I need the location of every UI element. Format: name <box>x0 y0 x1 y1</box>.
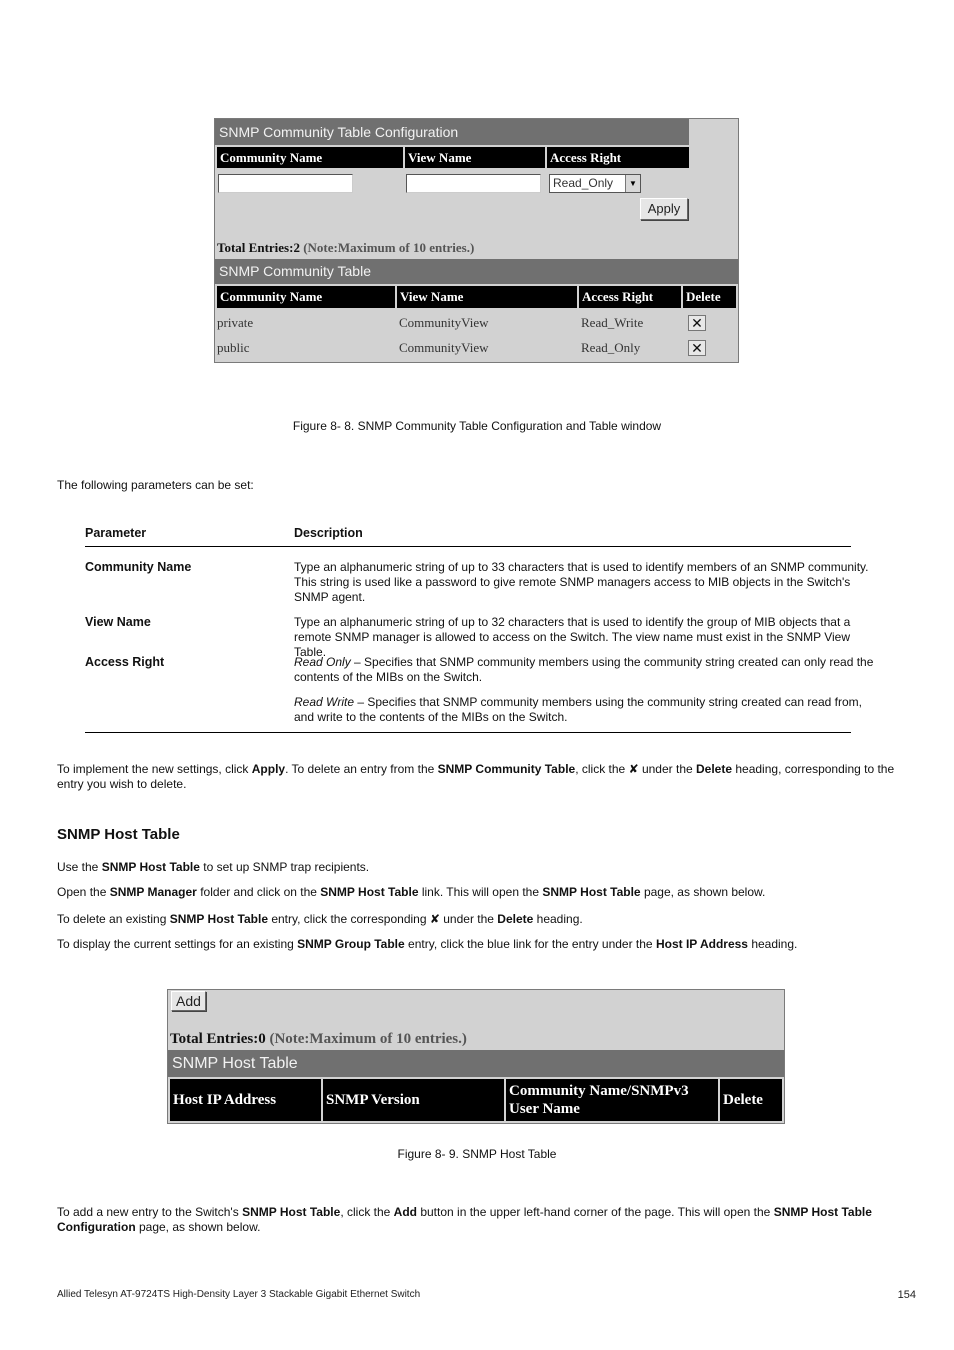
col-host-ip: Host IP Address <box>170 1079 321 1121</box>
config-title-bar <box>215 119 689 145</box>
delete-x-icon: ✘ <box>628 762 639 776</box>
add-button[interactable]: Add <box>171 991 206 1011</box>
param-header: Parameter <box>85 526 147 540</box>
host-para-3: To delete an existing SNMP Host Table entry, click the corresponding ✘ under the Delete heading. <box>57 912 583 926</box>
row-view: CommunityView <box>399 315 489 330</box>
intro-text: The following parameters can be set: <box>57 478 254 492</box>
figure1-caption: Figure 8- 8. SNMP Community Table Configuration and Table window <box>292 419 662 433</box>
desc-view-name: Type an alphanumeric string of up to 32 characters that is used to identify the group of MIB objects that a remote SNMP manager is allowed to access on the Switch. The view name must exist in the SNMP View Table. <box>294 615 851 659</box>
header-access-right: Access Right <box>547 147 689 168</box>
header-view-name: View Name <box>405 147 545 168</box>
col-access-right: Access Right <box>579 286 681 308</box>
row-access: Read_Write <box>581 315 644 330</box>
snmp-host-table-screenshot <box>167 989 785 1124</box>
table-row <box>217 311 736 335</box>
table-top-rule <box>85 546 851 547</box>
max-entries-note: (Note:Maximum of 10 entries.) <box>303 240 475 255</box>
col-community-user: Community Name/SNMPv3 User Name <box>506 1079 718 1121</box>
community-table-title: SNMP Community Table <box>219 263 371 279</box>
param-access-right: Access Right <box>85 655 165 669</box>
total-entries-line <box>170 1029 467 1049</box>
col-view-name: View Name <box>397 286 577 308</box>
row-view: CommunityView <box>399 340 489 355</box>
community-table-title-bar <box>215 259 738 284</box>
header-community-name: Community Name <box>217 147 403 168</box>
col-community-name: Community Name <box>217 286 395 308</box>
apply-button[interactable]: Apply <box>640 198 688 220</box>
col-snmp-version: SNMP Version <box>323 1079 504 1121</box>
host-table-title: SNMP Host Table <box>172 1055 298 1072</box>
row-community: private <box>217 315 254 330</box>
host-para-4: To display the current settings for an existing SNMP Group Table entry, click the blue link for the entry under the Host IP Address heading. <box>57 937 798 951</box>
table-row <box>217 336 736 360</box>
col-delete: Delete <box>720 1079 782 1121</box>
access-right-select[interactable] <box>549 174 641 193</box>
total-entries: Total Entries:2 <box>217 240 300 255</box>
table-bottom-rule <box>85 732 851 733</box>
config-title: SNMP Community Table Configuration <box>219 124 459 140</box>
max-entries-note: (Note:Maximum of 10 entries.) <box>269 1031 467 1047</box>
delete-icon[interactable]: ✕ <box>688 315 706 331</box>
community-name-input[interactable] <box>218 174 353 193</box>
col-delete: Delete <box>683 286 736 308</box>
host-para-2: Open the SNMP Manager folder and click on the SNMP Host Table link. This will open the SNMP Host Table page, as shown below. <box>57 885 766 899</box>
final-paragraph: To add a new entry to the Switch's SNMP Host Table, click the Add button in the upper left-hand corner of the page. This will open the SNMP Host Table Configuration page, as shown below. <box>57 1205 872 1234</box>
view-name-input[interactable] <box>406 174 541 193</box>
section-heading: SNMP Host Table <box>57 826 180 843</box>
desc-header: Description <box>294 526 363 540</box>
delete-x-icon: ✘ <box>429 912 440 926</box>
host-para-1: Use the SNMP Host Table to set up SNMP trap recipients. <box>57 860 370 874</box>
snmp-community-config-screenshot <box>214 118 739 363</box>
param-view-name: View Name <box>85 615 151 629</box>
apply-paragraph: To implement the new settings, click Apply. To delete an entry from the SNMP Community Table, click the ✘ under the Delete heading, corresponding to the entry you wish to delete. <box>57 762 895 791</box>
total-entries: Total Entries:0 <box>170 1031 266 1047</box>
desc-read-write: Read Write – Specifies that SNMP community members using the community string created can read from, and write to the contents of the MIBs on the Switch. <box>294 695 863 724</box>
desc-community-name: Type an alphanumeric string of up to 33 characters that is used to identify members of an SNMP community. This string is used like a password to give remote SNMP managers access to MIB objects in the Switch's SNMP agent. <box>294 560 869 604</box>
row-community: public <box>217 340 250 355</box>
desc-read-only: Read Only – Specifies that SNMP community members using the community string created can only read the contents of the MIBs on the Switch. <box>294 655 874 684</box>
page-number: 154 <box>897 1289 916 1301</box>
chevron-down-icon: ▼ <box>625 175 640 192</box>
delete-icon[interactable]: ✕ <box>688 340 706 356</box>
param-community-name: Community Name <box>85 560 192 574</box>
footer-title: Allied Telesyn AT-9724TS High-Density Layer 3 Stackable Gigabit Ethernet Switch <box>57 1289 421 1300</box>
row-access: Read_Only <box>581 340 641 355</box>
figure2-caption: Figure 8- 9. SNMP Host Table <box>397 1147 557 1161</box>
access-right-value: Read_Only <box>553 176 614 190</box>
total-entries-line <box>217 238 474 258</box>
host-table-title-bar <box>168 1050 784 1077</box>
